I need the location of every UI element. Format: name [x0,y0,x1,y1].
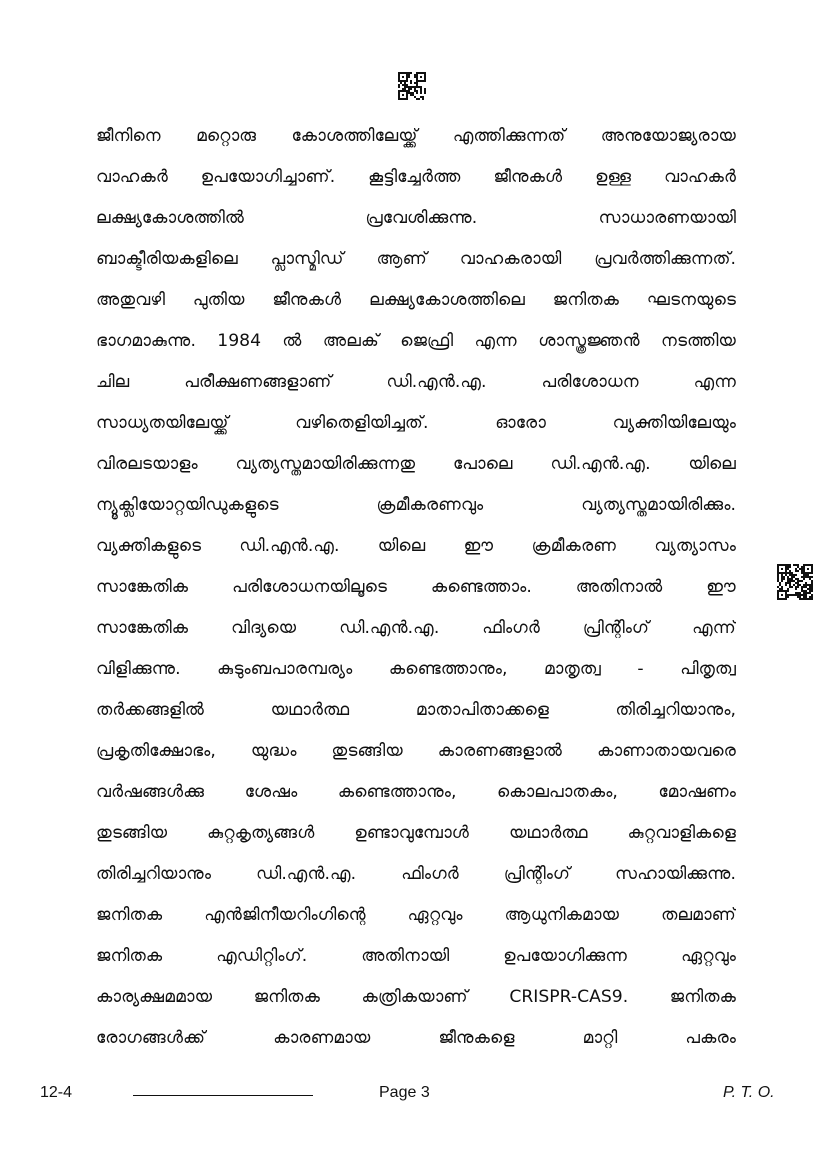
text-line: വർഷങ്ങൾക്കു ശേഷം കണ്ടെത്താനും, കൊലപാതകം, മോഷണം [96,782,736,802]
qr-code-icon [398,72,426,100]
text-line: ന്യൂക്ലിയോറ്റയിഡുകളുടെ ക്രമീകരണവും വ്യത്യസ്തമായിരിക്കും. [96,495,736,515]
paper-code: 12-4 [40,1084,73,1101]
text-line: രോഗങ്ങൾക്ക് കാരണമായ ജീനുകളെ മാറ്റി പകരം [96,1028,736,1048]
text-line: ജനിതക എഡിറ്റിംഗ്. അതിനായി ഉപയോഗിക്കുന്ന ഏറ്റവും [96,946,736,966]
text-line: ലക്ഷ്യകോശത്തിൽ പ്രവേശിക്കുന്നു. സാധാരണയായി [96,208,736,228]
text-line: പ്രകൃതിക്ഷോഭം, യുദ്ധം തുടങ്ങിയ കാരണങ്ങളാൽ കാണാതായവരെ [96,741,736,761]
text-line: സാങ്കേതിക വിദ്യയെ ഡി.എൻ.എ. ഫിംഗർ പ്രിന്റിംഗ് എന്ന് [96,618,736,638]
page-number: Page 3 [379,1084,430,1101]
text-line: സാധ്യതയിലേയ്ക്ക് വഴിതെളിയിച്ചത്. ഓരോ വ്യക്തിയിലേയും [96,413,736,433]
text-line: തിരിച്ചറിയാനും ഡി.എൻ.എ. ഫിംഗർ പ്രിന്റിംഗ് സഹായിക്കുന്നു. [96,864,736,884]
text-line: വിളിക്കുന്നു. കുടുംബപാരമ്പര്യം കണ്ടെത്താനും, മാതൃത്വ - പിതൃത്വ [96,659,736,679]
footer-rule [133,1095,313,1096]
text-line: ബാക്ടീരിയകളിലെ പ്ലാസ്മിഡ് ആണ് വാഹകരായി പ്രവർത്തിക്കുന്നത്. [96,249,736,269]
text-line: സാങ്കേതിക പരിശോധനയിലൂടെ കണ്ടെത്താം. അതിനാൽ ഈ [96,577,736,597]
text-line: ചില പരീക്ഷണങ്ങളാണ് ഡി.എൻ.എ. പരിശോധന എന്ന [96,372,736,392]
pto-label: P. T. O. [723,1084,775,1101]
text-line: തുടങ്ങിയ കുറ്റകൃത്യങ്ങൾ ഉണ്ടാവുമ്പോൾ യഥാർത്ഥ കുറ്റവാളികളെ [96,823,736,843]
text-line: വാഹകർ ഉപയോഗിച്ചാണ്. കൂട്ടിച്ചേർത്ത ജീനുകൾ ഉള്ള വാഹകർ [96,167,736,187]
body-paragraph [96,116,736,1059]
text-line: ജനിതക എൻജിനീയറിംഗിന്റെ ഏറ്റവും ആധുനികമായ തലമാണ് [96,905,736,925]
text-line: ജീനിനെ മറ്റൊരു കോശത്തിലേയ്ക്ക് എത്തിക്കുന്നത് അനുയോജ്യരായ [96,126,736,146]
text-line: വിരലടയാളം വ്യത്യസ്തമായിരിക്കുന്നതു പോലെ ഡി.എൻ.എ. യിലെ [96,454,736,474]
page-footer [0,1078,827,1108]
text-line: വ്യക്തികളുടെ ഡി.എൻ.എ. യിലെ ഈ ക്രമീകരണ വ്യത്യാസം [96,536,736,556]
text-line: കാര്യക്ഷമമായ ജനിതക കത്രികയാണ് CRISPR-CAS9. ജനിതക [96,987,736,1007]
text-line: ഭാഗമാകുന്നു. 1984 ൽ അലക് ജെഫ്രി എന്ന ശാസ്ത്രജ്ഞൻ നടത്തിയ [96,331,736,351]
qr-code-icon [777,564,813,600]
text-line: തർക്കങ്ങളിൽ യഥാർത്ഥ മാതാപിതാക്കളെ തിരിച്ചറിയാനും, [96,700,736,720]
text-line: അതുവഴി പുതിയ ജീനുകൾ ലക്ഷ്യകോശത്തിലെ ജനിതക ഘടനയുടെ [96,290,736,310]
